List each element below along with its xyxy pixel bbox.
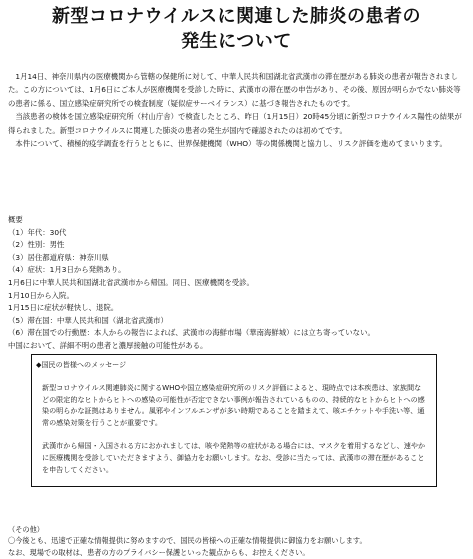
summary-heading: 概要 — [8, 215, 23, 224]
summary-item-residence: （3）居住都道府県：神奈川県 — [8, 252, 109, 262]
summary-item-return: 1月6日に中華人民共和国湖北省武漢市から帰国。同日、医療機関を受診。 — [8, 277, 254, 287]
public-message-paragraph-1: 新型コロナウイルス関連肺炎に関するWHOや国立感染症研究所のリスク評価によると、現時点では本疾患は、家族間などの限定的なヒトからヒトへの感染の可能性が否定できない事例が報告されているものの、持続的なヒトからヒトへの感染の明らかな証拠はありません。風邪やインフルエンザが多い時期であることを踏まえて、咳エチケットや手洗い等、通常の感染対策を行うことが重要です。 — [42, 382, 425, 428]
intro-paragraph-3: 本件について、積極的疫学調査を行うとともに、世界保健機関（WHO）等の関係機関と協力し、リスク評価を進めてまいります。 — [8, 139, 447, 149]
other-line-1: 〇今後とも、迅速で正確な情報提供に努めますので、国民の皆様への正確な情報提供に御協力をお願いします。 — [8, 536, 367, 546]
summary-item-contact: 中国において、詳細不明の患者と濃厚接触の可能性がある。 — [8, 340, 208, 350]
intro-paragraph-2: 当該患者の検体を国立感染症研究所（村山庁舎）で検査したところ、昨日（1月15日）20時45分頃に新型コロナウイルス陽性の結果が得られました。新型コロナウイルスに関連した肺炎の患者の発生が国内で確認されたのは初めてです。 — [8, 112, 462, 135]
summary-section — [8, 214, 466, 353]
intro-section — [8, 70, 466, 150]
page-title-line-1: 新型コロナウイルスに関連した肺炎の患者の — [52, 6, 421, 27]
summary-item-admission: 1月10日から入院。 — [8, 290, 74, 300]
summary-item-symptom: （4）症状：1月3日から発熱あり。 — [8, 265, 126, 275]
page-title — [0, 4, 473, 54]
public-message-box — [31, 354, 437, 487]
page-title-line-2: 発生について — [181, 31, 292, 52]
summary-item-discharge: 1月15日に症状が軽快し、退院。 — [8, 303, 119, 313]
other-section — [8, 524, 466, 558]
summary-item-sex: （2）性別：男性 — [8, 240, 65, 250]
public-message-heading: ◆国民の皆様へのメッセージ — [36, 360, 127, 369]
public-message-paragraph-2: 武漢市から帰国・入国される方におかれましては、咳や発熱等の症状がある場合には、マスクを着用するなどし、速やかに医療機関を受診していただきますよう、御協力をお願いします。なお、受診に当たっては、武漢市の滞在歴があることを申告してください。 — [42, 440, 426, 474]
other-heading: （その他） — [8, 525, 44, 534]
other-line-2: なお、現場での取材は、患者の方のプライバシー保護といった観点からも、お控えください。 — [8, 547, 310, 557]
summary-item-activity: （6）滞在国での行動歴：本人からの報告によれば、武漢市の海鮮市場（華南海鮮城）には立ち寄っていない。 — [8, 328, 375, 338]
summary-item-age: （1）年代：30代 — [8, 227, 67, 237]
summary-item-country: （5）滞在国：中華人民共和国（湖北省武漢市） — [8, 315, 168, 325]
intro-paragraph-1: 1月14日、神奈川県内の医療機関から管轄の保健所に対して、中華人民共和国湖北省武漢市の滞在歴がある肺炎の患者が報告されました。この方については、1月6日にご本人が医療機関を受診した時に、武漢市の滞在歴の申告があり、その後、原因が明らかでない肺炎等の患者に係る、国立感染症研究所での検査制度（疑似症サーベイランス）に基づき報告されたものです。 — [8, 72, 461, 108]
